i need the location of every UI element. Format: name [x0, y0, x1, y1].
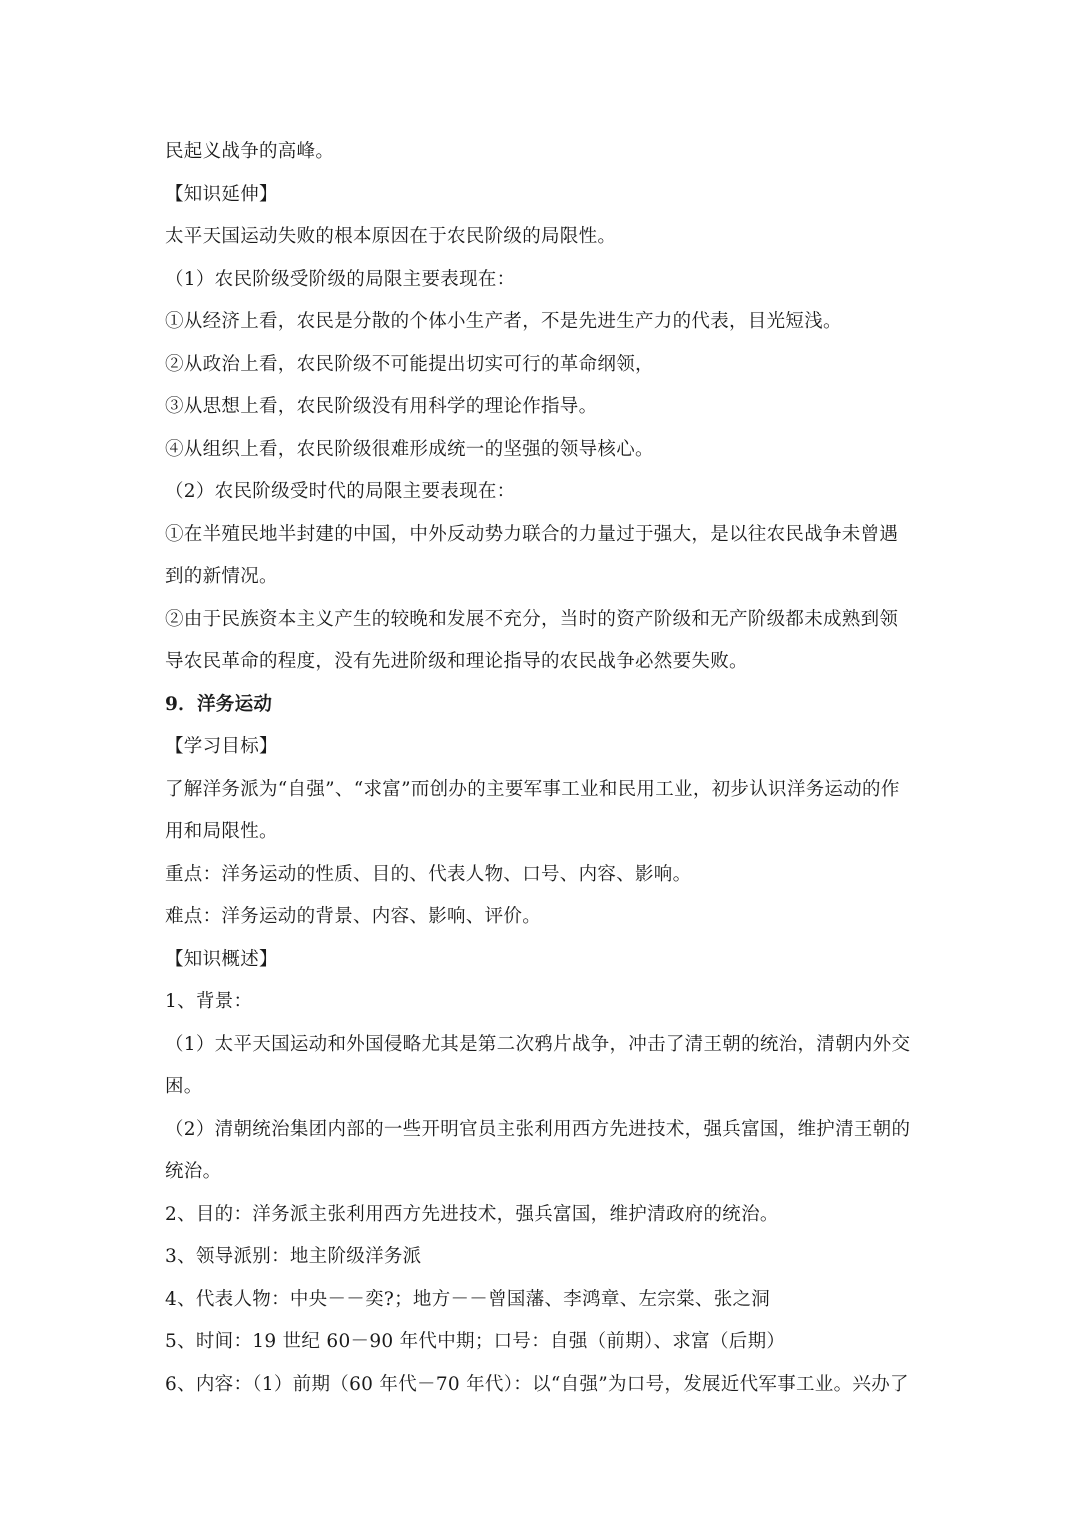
text-line: 重点：洋务运动的性质、目的、代表人物、口号、内容、影响。 [165, 863, 692, 885]
text-line: 3、领导派别：地主阶级洋务派 [165, 1246, 422, 1267]
text-line: 【知识概述】 [165, 948, 278, 970]
text-line: 6、内容：（1）前期（60 年代－70 年代）：以“自强”为口号，发展近代军事工业。兴办了 [165, 1373, 909, 1395]
text-line: ②由于民族资本主义产生的较晚和发展不充分，当时的资产阶级和无产阶级都未成熟到领 [165, 608, 899, 630]
text-line: 2、目的：洋务派主张利用西方先进技术，强兵富国，维护清政府的统治。 [165, 1203, 779, 1225]
text-line: 用和局限性。 [165, 821, 278, 842]
text-line: ③从思想上看，农民阶级没有用科学的理论作指导。 [165, 396, 598, 417]
text-line: 统治。 [165, 1161, 222, 1182]
text-line: 到的新情况。 [165, 566, 278, 587]
text-line: 【学习目标】 [165, 736, 278, 757]
text-line: 困。 [165, 1076, 203, 1097]
text-line: 了解洋务派为“自强”、“求富”而创办的主要军事工业和民用工业，初步认识洋务运动的作 [165, 778, 900, 800]
text-line: 1、背景： [165, 991, 253, 1012]
text-line: （1）农民阶级受阶级的局限主要表现在： [165, 268, 516, 290]
text-line: ④从组织上看，农民阶级很难形成统一的坚强的领导核心。 [165, 438, 654, 460]
text-line: ②从政治上看，农民阶级不可能提出切实可行的革命纲领， [165, 353, 654, 375]
section-heading: 9．洋务运动 [165, 693, 273, 715]
document-body [165, 131, 917, 1406]
text-line: 难点：洋务运动的背景、内容、影响、评价。 [165, 906, 542, 927]
text-line: 5、时间：19 世纪 60－90 年代中期；口号：自强（前期）、求富（后期） [165, 1331, 786, 1352]
text-line: 【知识延伸】 [165, 183, 278, 205]
text-line: ①在半殖民地半封建的中国，中外反动势力联合的力量过于强大，是以往农民战争未曾遇 [165, 523, 899, 545]
text-line: （1）太平天国运动和外国侵略尤其是第二次鸦片战争，冲击了清王朝的统治，清朝内外交 [165, 1033, 911, 1055]
text-line: （2）清朝统治集团内部的一些开明官员主张利用西方先进技术，强兵富国，维护清王朝的 [165, 1118, 911, 1140]
text-line: 太平天国运动失败的根本原因在于农民阶级的局限性。 [165, 226, 617, 247]
text-line: （2）农民阶级受时代的局限主要表现在： [165, 481, 516, 502]
text-line: 4、代表人物：中央－－奕?；地方－－曾国藩、李鸿章、左宗棠、张之洞 [165, 1288, 771, 1310]
text-line: 民起义战争的高峰。 [165, 141, 335, 162]
text-line: 导农民革命的程度，没有先进阶级和理论指导的农民战争必然要失败。 [165, 651, 748, 672]
text-line: ①从经济上看，农民是分散的个体小生产者，不是先进生产力的代表，目光短浅。 [165, 311, 842, 332]
